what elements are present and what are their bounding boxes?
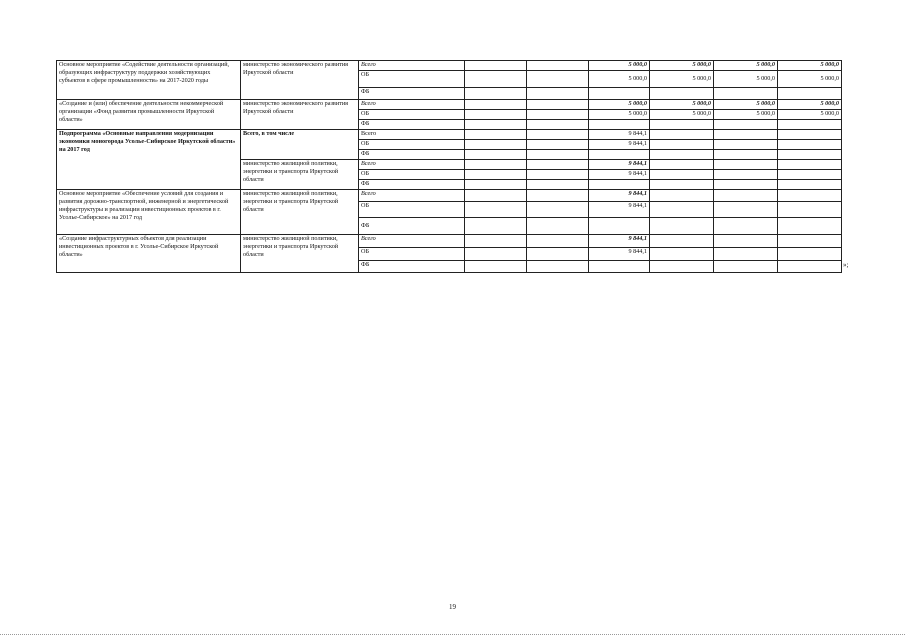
- empty-cell: [465, 180, 527, 190]
- empty-cell: [778, 120, 842, 130]
- amount-cell: 5 000,0: [778, 100, 842, 110]
- amount-cell: 5 000,0: [650, 110, 714, 120]
- empty-cell: [714, 248, 778, 261]
- empty-cell: [527, 180, 589, 190]
- empty-cell: [589, 88, 650, 100]
- empty-cell: [778, 190, 842, 202]
- empty-cell: [714, 140, 778, 150]
- empty-cell: [527, 88, 589, 100]
- empty-cell: [589, 150, 650, 160]
- empty-cell: [527, 61, 589, 71]
- empty-cell: [465, 130, 527, 140]
- source-label: ФБ: [359, 88, 465, 100]
- source-label: Всего: [359, 160, 465, 170]
- empty-cell: [650, 150, 714, 160]
- amount-cell: 9 844,1: [589, 140, 650, 150]
- source-label: Всего: [359, 130, 465, 140]
- source-label: ФБ: [359, 120, 465, 130]
- executor-cell: Всего, в том числе: [241, 130, 359, 160]
- source-label: Всего: [359, 61, 465, 71]
- amount-cell: 5 000,0: [714, 110, 778, 120]
- empty-cell: [714, 160, 778, 170]
- empty-cell: [527, 71, 589, 88]
- empty-cell: [589, 218, 650, 235]
- empty-cell: [465, 88, 527, 100]
- amount-cell: 9 844,1: [589, 160, 650, 170]
- amount-cell: 5 000,0: [714, 71, 778, 88]
- source-label: ФБ: [359, 218, 465, 235]
- empty-cell: [589, 120, 650, 130]
- amount-cell: 5 000,0: [650, 61, 714, 71]
- empty-cell: [778, 150, 842, 160]
- empty-cell: [714, 202, 778, 218]
- empty-cell: [650, 261, 714, 273]
- source-label: ФБ: [359, 150, 465, 160]
- source-label: Всего: [359, 100, 465, 110]
- empty-cell: [778, 88, 842, 100]
- measure-name-cell: «Создание инфраструктурных объектов для реализации инвестиционных проектов в г. Усолье-Сибирское Иркутской области»: [57, 235, 241, 273]
- empty-cell: [465, 100, 527, 110]
- empty-cell: [527, 140, 589, 150]
- amount-cell: 5 000,0: [650, 100, 714, 110]
- empty-cell: [714, 218, 778, 235]
- empty-cell: [527, 110, 589, 120]
- empty-cell: [527, 160, 589, 170]
- amount-cell: 5 000,0: [589, 61, 650, 71]
- source-label: ОБ: [359, 110, 465, 120]
- executor-cell: министерство экономического развития Иркутской области: [241, 100, 359, 130]
- empty-cell: [650, 202, 714, 218]
- empty-cell: [527, 100, 589, 110]
- empty-cell: [527, 120, 589, 130]
- empty-cell: [650, 160, 714, 170]
- amount-cell: 9 844,1: [589, 190, 650, 202]
- empty-cell: [527, 190, 589, 202]
- amount-cell: 5 000,0: [714, 61, 778, 71]
- empty-cell: [650, 248, 714, 261]
- empty-cell: [650, 218, 714, 235]
- empty-cell: [589, 180, 650, 190]
- amount-cell: 5 000,0: [778, 61, 842, 71]
- empty-cell: [527, 261, 589, 273]
- budget-table: [56, 60, 842, 273]
- empty-cell: [714, 261, 778, 273]
- empty-cell: [650, 190, 714, 202]
- amount-cell: 9 844,1: [589, 202, 650, 218]
- empty-cell: [465, 71, 527, 88]
- table-row: [57, 190, 842, 202]
- empty-cell: [650, 235, 714, 248]
- empty-cell: [465, 160, 527, 170]
- source-label: ОБ: [359, 170, 465, 180]
- empty-cell: [778, 218, 842, 235]
- table-row: [57, 61, 842, 71]
- executor-cell: министерство экономического развития Иркутской области: [241, 61, 359, 100]
- empty-cell: [527, 170, 589, 180]
- amount-cell: 5 000,0: [589, 100, 650, 110]
- empty-cell: [527, 248, 589, 261]
- empty-cell: [650, 140, 714, 150]
- amount-cell: 5 000,0: [589, 110, 650, 120]
- empty-cell: [465, 150, 527, 160]
- empty-cell: [465, 120, 527, 130]
- empty-cell: [465, 248, 527, 261]
- source-label: Всего: [359, 190, 465, 202]
- empty-cell: [778, 170, 842, 180]
- source-label: ФБ: [359, 180, 465, 190]
- source-label: ОБ: [359, 248, 465, 261]
- empty-cell: [778, 130, 842, 140]
- amount-cell: 5 000,0: [589, 71, 650, 88]
- empty-cell: [714, 130, 778, 140]
- table-row: [57, 235, 842, 248]
- empty-cell: [465, 235, 527, 248]
- empty-cell: [527, 202, 589, 218]
- empty-cell: [650, 130, 714, 140]
- measure-name-cell: Основное мероприятие «Содействие деятельности организаций, образующих инфраструктуру поддержки хозяйствующих субъектов в сфере промышленности» на 2017-2020 годы: [57, 61, 241, 100]
- empty-cell: [527, 235, 589, 248]
- empty-cell: [778, 202, 842, 218]
- empty-cell: [714, 235, 778, 248]
- empty-cell: [714, 120, 778, 130]
- amount-cell: 5 000,0: [650, 71, 714, 88]
- empty-cell: [714, 190, 778, 202]
- empty-cell: [465, 190, 527, 202]
- source-label: ОБ: [359, 140, 465, 150]
- executor-cell: министерство жилищной политики, энергетики и транспорта Иркутской области: [241, 160, 359, 190]
- source-label: ОБ: [359, 202, 465, 218]
- amount-cell: 9 844,1: [589, 130, 650, 140]
- amount-cell: 9 844,1: [589, 170, 650, 180]
- empty-cell: [714, 88, 778, 100]
- table-row: [57, 100, 842, 110]
- empty-cell: [589, 261, 650, 273]
- subprogram-name-cell: Подпрограмма «Основные направления модернизации экономики моногорода Усолье-Сибирское Иркутской области» на 2017 год: [57, 130, 241, 190]
- empty-cell: [778, 248, 842, 261]
- empty-cell: [465, 261, 527, 273]
- empty-cell: [527, 130, 589, 140]
- empty-cell: [778, 180, 842, 190]
- empty-cell: [527, 218, 589, 235]
- empty-cell: [778, 160, 842, 170]
- empty-cell: [465, 170, 527, 180]
- empty-cell: [650, 88, 714, 100]
- empty-cell: [714, 170, 778, 180]
- measure-name-cell: «Создание и (или) обеспечение деятельности некоммерческой организации «Фонд развития промышленности Иркутской области»: [57, 100, 241, 130]
- empty-cell: [465, 110, 527, 120]
- source-label: Всего: [359, 235, 465, 248]
- empty-cell: [714, 150, 778, 160]
- amount-cell: 9 844,1: [589, 248, 650, 261]
- table-row: [57, 130, 842, 140]
- empty-cell: [650, 170, 714, 180]
- closing-quote-mark: »;: [843, 261, 849, 269]
- executor-cell: министерство жилищной политики, энергетики и транспорта Иркутской области: [241, 190, 359, 235]
- amount-cell: 5 000,0: [714, 100, 778, 110]
- empty-cell: [778, 261, 842, 273]
- empty-cell: [714, 180, 778, 190]
- measure-name-cell: Основное мероприятие «Обеспечение условий для создания и развития дорожно-транспортной, инженерной и энергетической инфраструктуры и реализации инвестиционных проектов в г. Усолье-Сибирское» на 2017 год: [57, 190, 241, 235]
- empty-cell: [465, 140, 527, 150]
- empty-cell: [465, 218, 527, 235]
- amount-cell: 5 000,0: [778, 110, 842, 120]
- empty-cell: [465, 202, 527, 218]
- page-number: 19: [449, 603, 456, 611]
- empty-cell: [465, 61, 527, 71]
- empty-cell: [778, 140, 842, 150]
- amount-cell: 5 000,0: [778, 71, 842, 88]
- empty-cell: [778, 235, 842, 248]
- executor-cell: министерство жилищной политики, энергетики и транспорта Иркутской области: [241, 235, 359, 273]
- budget-table-container: [56, 60, 841, 273]
- source-label: ОБ: [359, 71, 465, 88]
- amount-cell: 9 844,1: [589, 235, 650, 248]
- source-label: ФБ: [359, 261, 465, 273]
- scan-edge-divider: [0, 634, 905, 635]
- empty-cell: [527, 150, 589, 160]
- empty-cell: [650, 120, 714, 130]
- empty-cell: [650, 180, 714, 190]
